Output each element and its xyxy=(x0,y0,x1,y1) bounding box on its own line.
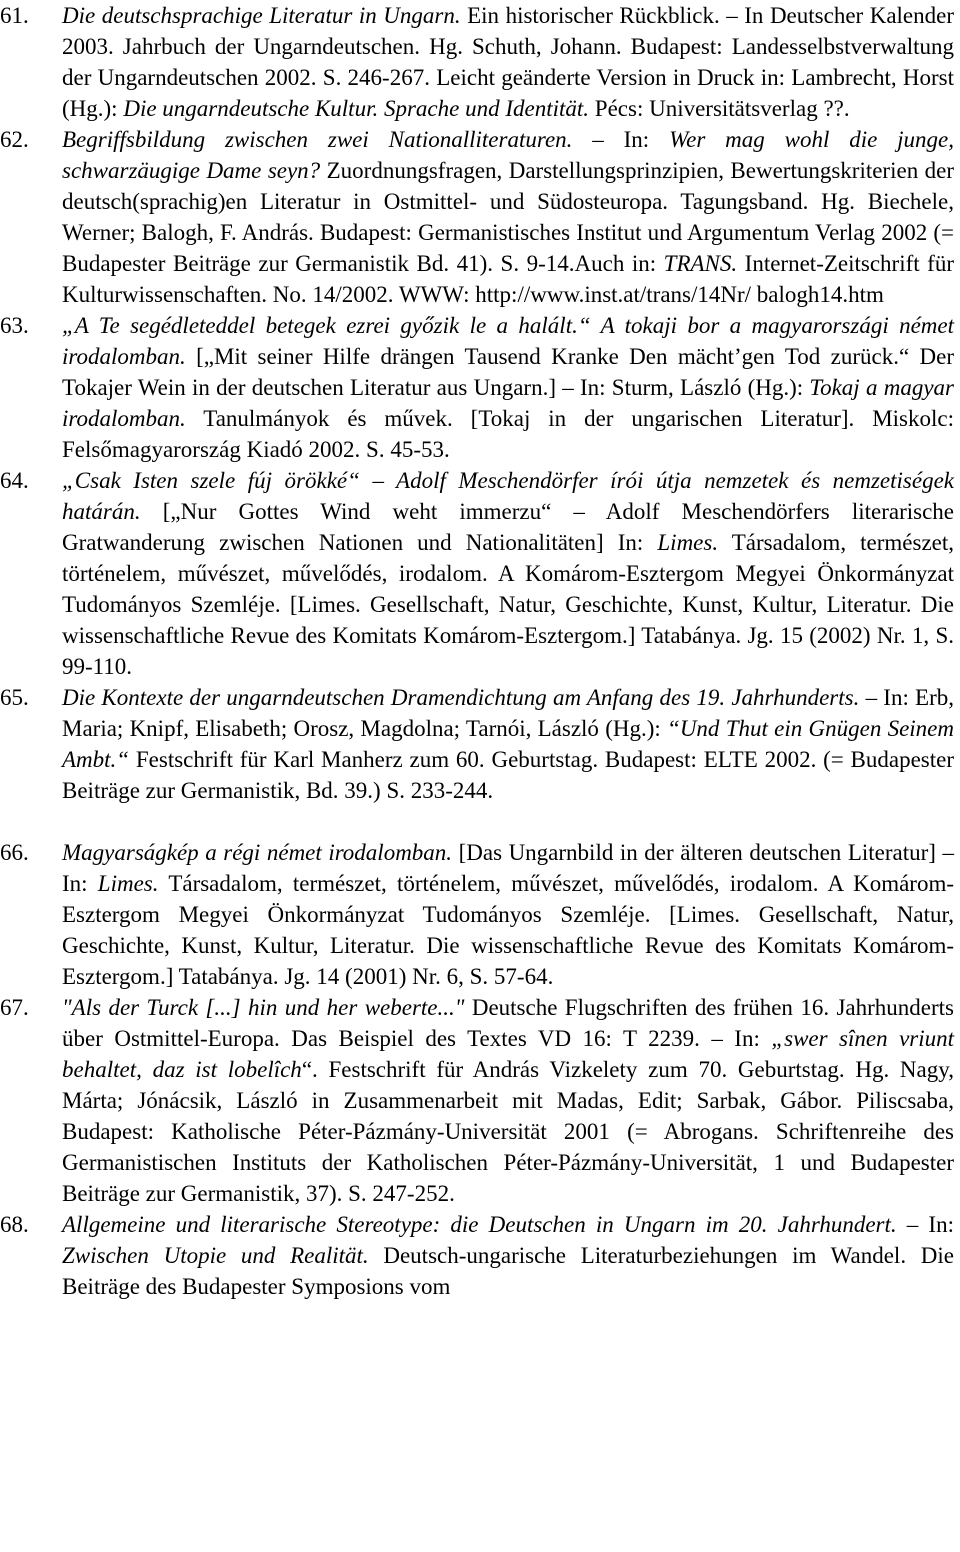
entry-number: 68. xyxy=(0,1212,29,1237)
entry-number: 64. xyxy=(0,468,29,493)
entry-number: 65. xyxy=(0,685,29,710)
entry-text xyxy=(62,1209,954,1302)
entry-publisher: Pécs: Universitätsverlag ??. xyxy=(589,96,850,121)
entry-book-title: „swer sînen vriunt behaltet, daz ist lobelîch xyxy=(62,1026,955,1082)
bibliography-entry-64 xyxy=(0,465,954,682)
entry-publisher: “. Festschrift für András Vizkelety zum 70. Geburtstag. Hg. Nagy, Márta; Jónácsik, László in Zusammenarbeit mit Madas, Edit; Sarbak, Gábor. Piliscsaba, Budapest: Katholische Péter-Pázmány-Universität 2001 (= Abrogans. Schriftenreihe des Germanistischen Instituts der Katholischen Péter-Pázmány-Universität, 1 und Budapester Beiträge zur Germanistik, 37). S. 247-252. xyxy=(62,1057,955,1206)
entry-citation: [„Mit seiner Hilfe drängen Tausend Kranke Den mächt’gen Tod zurück.“ Der Tokajer Wein in der deutschen Literatur aus Ungarn.] – In: Sturm, László (Hg.): xyxy=(62,344,954,400)
entry-citation: [„Nur Gottes Wind weht immerzu“ – Adolf Meschendörfers literarische Gratwanderung zwischen Nationen und Nationalitäten] In: xyxy=(62,499,954,555)
entry-journal-title: Limes. xyxy=(657,530,719,555)
entry-text xyxy=(62,837,954,992)
entry-web-link[interactable]: Internet-Zeitschrift für Kulturwissenschaften. No. 14/2002. WWW: http://www.inst.at/trans/14Nr/ balogh14.htm xyxy=(62,251,954,307)
bibliography-entry-63 xyxy=(0,310,954,465)
entry-book-title: Wer mag wohl die junge, schwarzäugige Dame seyn? xyxy=(62,127,954,183)
entry-text xyxy=(62,682,954,806)
entry-text xyxy=(62,992,954,1209)
entry-title: „A Te segédleteddel betegek ezrei győzik le a halált.“ A tokaji bor a magyarországi német irodalomban. xyxy=(62,313,954,369)
entry-publisher: Deutsch-ungarische Literaturbeziehungen im Wandel. Die Beiträge des Budapester Symposions vom xyxy=(62,1243,954,1299)
entry-publisher: Zuordnungsfragen, Darstellungsprinzipien, Bewertungskriterien der deutsch(sprachig)en Literatur in Ostmittel- und Südosteuropa. Tagungsband. Hg. Biechele, Werner; Balogh, F. András. Budapest: Germanistisches Institut und Argumentum Verlag 2002 (= Budapester Beiträge zur Germanistik Bd. 41). S. 9-14.Auch in: xyxy=(62,158,954,276)
entry-number: 62. xyxy=(0,127,29,152)
entry-citation: [Das Ungarnbild in der älteren deutschen Literatur] – In: xyxy=(62,840,954,896)
entry-citation: Deutsche Flugschriften des frühen 16. Jahrhunderts über Ostmittel-Europa. Das Beispiel des Textes VD 16: T 2239. – In: xyxy=(62,995,954,1051)
bibliography-entry-65 xyxy=(0,682,954,806)
entry-title: Die deutschsprachige Literatur in Ungarn. xyxy=(62,3,461,28)
entry-publisher: Társadalom, természet, történelem, művészet, művelődés, irodalom. A Komárom-Esztergom Megyei Önkormányzat Tudományos Szemléje. [Limes. Gesellschaft, Natur, Geschichte, Kunst, Kultur, Literatur. Die wissenschaftliche Revue des Komitats Komárom-Esztergom.] Tatabánya. Jg. 14 (2001) Nr. 6, S. 57-64. xyxy=(62,871,955,989)
bibliography-entry-68 xyxy=(0,1209,954,1302)
entry-citation: – In: xyxy=(572,127,670,152)
entry-spacer xyxy=(0,806,954,837)
entry-citation: Ein historischer Rückblick. – In Deutscher Kalender 2003. Jahrbuch der Ungarndeutschen. Hg. Schuth, Johann. Budapest: Landesselbstverwaltung der Ungarndeutschen 2002. S. 246-267. Leicht geänderte Version in Druck in: Lambrecht, Horst (Hg.): xyxy=(62,3,955,121)
entry-title: Begriffsbildung zwischen zwei Nationalliteraturen. xyxy=(62,127,573,152)
entry-title: Die Kontexte der ungarndeutschen Dramendichtung am Anfang des 19. Jahrhunderts. xyxy=(62,685,860,710)
entry-citation: – In: Erb, Maria; Knipf, Elisabeth; Orosz, Magdolna; Tarnói, László (Hg.): xyxy=(62,685,955,741)
bibliography-entry-62 xyxy=(0,124,954,310)
entry-book-title: “Und Thut ein Gnügen Seinem Ambt.“ xyxy=(62,716,954,772)
bibliography-entry-66 xyxy=(0,837,954,992)
entry-book-title: Die ungarndeutsche Kultur. Sprache und Identität. xyxy=(123,96,590,121)
entry-book-title: Zwischen Utopie und Realität. xyxy=(62,1243,369,1268)
entry-number: 67. xyxy=(0,995,29,1020)
bibliography-entry-67 xyxy=(0,992,954,1209)
entry-publisher: Festschrift für Karl Manherz zum 60. Geburtstag. Budapest: ELTE 2002. (= Budapester Beiträge zur Germanistik, Bd. 39.) S. 233-244. xyxy=(62,747,954,803)
entry-title: Magyarságkép a régi német irodalomban. xyxy=(62,840,453,865)
entry-number: 63. xyxy=(0,313,29,338)
entry-text xyxy=(62,0,954,124)
bibliography-entry-61 xyxy=(0,0,954,124)
entry-publisher: Tanulmányok és művek. [Tokaj in der ungarischen Literatur]. Miskolc: Felsőmagyarország Kiadó 2002. S. 45-53. xyxy=(62,406,954,462)
entry-title: "Als der Turck [...] hin und her weberte..." xyxy=(62,995,465,1020)
entry-title: Allgemeine und literarische Stereotype: die Deutschen in Ungarn im 20. Jahrhundert. xyxy=(62,1212,897,1237)
entry-number: 61. xyxy=(0,3,29,28)
entry-number: 66. xyxy=(0,840,29,865)
entry-text xyxy=(62,124,954,310)
entry-journal-title: TRANS. xyxy=(663,251,738,276)
entry-text xyxy=(62,465,954,682)
entry-book-title: Tokaj a magyar irodalomban. xyxy=(62,375,954,431)
entry-title: „Csak Isten szele fúj örökké“ – Adolf Meschendörfer írói útja nemzetek és nemzetiségek határán. xyxy=(62,468,954,524)
entry-publisher: Társadalom, természet, történelem, művészet, művelődés, irodalom. A Komárom-Esztergom Megyei Önkormányzat Tudományos Szemléje. [Limes. Gesellschaft, Natur, Geschichte, Kunst, Kultur, Literatur. Die wissenschaftliche Revue des Komitats Komárom-Esztergom.] Tatabánya. Jg. 15 (2002) Nr. 1, S. 99-110. xyxy=(62,530,955,679)
entry-text xyxy=(62,310,954,465)
entry-citation: – In: xyxy=(896,1212,954,1237)
entry-journal-title: Limes. xyxy=(97,871,159,896)
